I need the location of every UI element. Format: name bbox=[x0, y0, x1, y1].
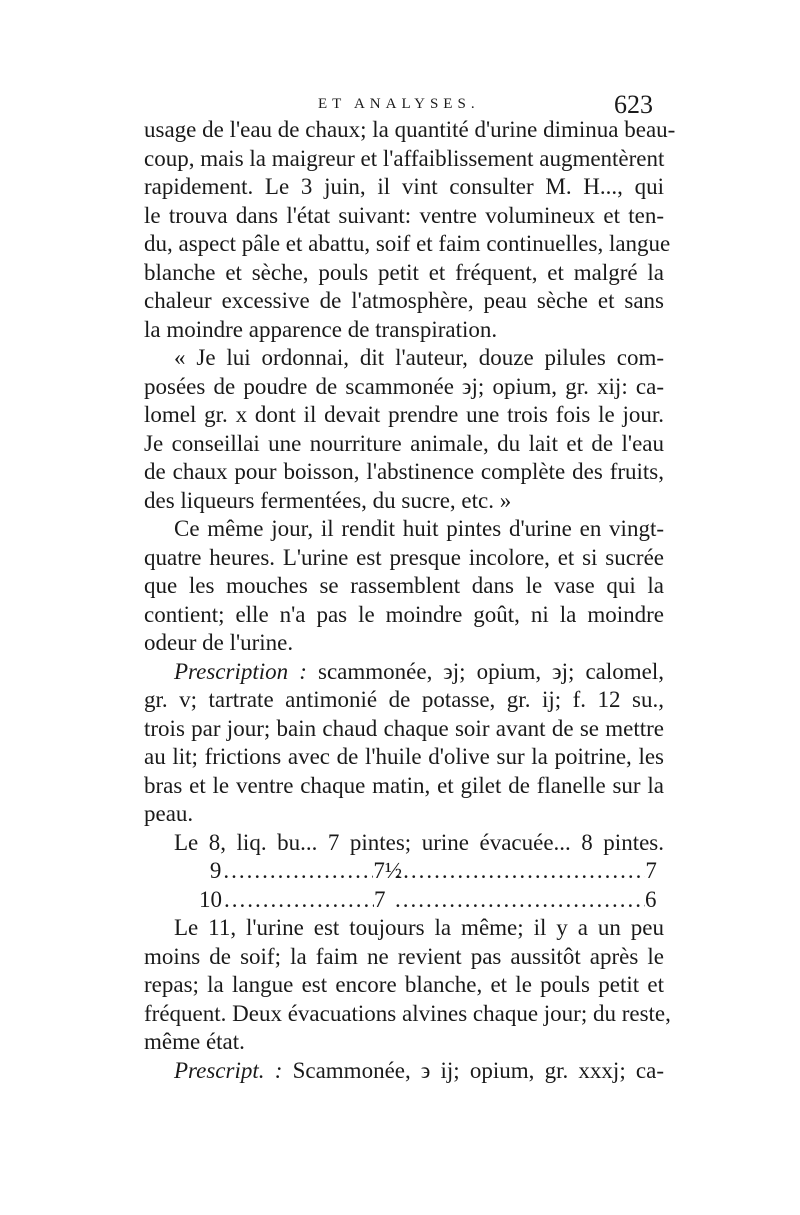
prescription-label: Prescript. : bbox=[174, 1057, 283, 1083]
prescription-line bbox=[144, 1057, 664, 1086]
text-line: même état. bbox=[144, 1029, 245, 1054]
prescription-line bbox=[144, 658, 664, 687]
prescription-text: scammonée, ϶j; opium, ϶j; calomel, bbox=[306, 658, 664, 684]
page-number: 623 bbox=[614, 90, 653, 119]
text-line: quatre heures. L'urine est presque incolore, et si sucrée bbox=[144, 544, 664, 570]
quote-line: Je conseillai une nourriture animale, du lait et de l'eau bbox=[144, 430, 664, 456]
urine-table-row bbox=[144, 886, 664, 915]
prescription-line: trois par jour; bain chaud chaque soir avant de se mettre bbox=[144, 715, 664, 741]
table-drunk: 7½ bbox=[373, 858, 403, 883]
text-line: la moindre apparence de transpiration. bbox=[144, 316, 498, 342]
text-line: moins de soif; la faim ne revient pas aussitôt après le bbox=[144, 943, 664, 969]
prescription-line: au lit; frictions avec de l'huile d'olive sur la poitrine, les bbox=[144, 744, 664, 769]
text-line: Le 11, l'urine est toujours la même; il y a un peu bbox=[174, 915, 664, 940]
dot-leader bbox=[224, 886, 374, 915]
prescription-text: Scammonée, ϶ ij; opium, gr. xxxj; ca- bbox=[282, 1057, 665, 1083]
text-line: repas; la langue est encore blanche, et le pouls petit et bbox=[144, 972, 664, 997]
text-line: usage de l'eau de chaux; la quantité d'urine diminua beau- bbox=[144, 117, 676, 142]
text-line: contient; elle n'a pas le moindre goût, ni la moindre bbox=[144, 601, 664, 627]
quote-line: des liqueurs fermentées, du sucre, etc. » bbox=[144, 487, 512, 513]
table-day: 10 bbox=[199, 886, 223, 912]
text-line: du, aspect pâle et abattu, soif et faim continuelles, langue bbox=[144, 231, 671, 256]
text-line: Ce même jour, il rendit huit pintes d'urine en vingt- bbox=[174, 516, 664, 541]
dot-leader bbox=[223, 857, 373, 886]
prescription-line: bras et le ventre chaque matin, et gilet de flanelle sur la bbox=[144, 772, 664, 798]
text-line: chaleur excessive de l'atmosphère, peau sèche et sans bbox=[144, 288, 664, 313]
text-line: coup, mais la maigreur et l'affaiblissement augmentèrent bbox=[144, 145, 665, 171]
text-line: fréquent. Deux évacuations alvines chaque jour; du reste, bbox=[144, 1000, 671, 1026]
text-line: le trouva dans l'état suivant: ventre volumineux et ten- bbox=[144, 202, 664, 228]
table-day: 9 bbox=[209, 858, 222, 883]
urine-table-header: Le 8, liq. bu... 7 pintes; urine évacuée... 8 pintes. bbox=[174, 829, 664, 855]
table-drunk: 7 bbox=[374, 886, 386, 912]
quote-line: de chaux pour boisson, l'abstinence complète des fruits, bbox=[144, 459, 664, 484]
quote-line: lomel gr. x dont il devait prendre une trois fois le jour. bbox=[144, 402, 664, 427]
table-voided: 7 bbox=[645, 858, 657, 883]
table-voided: 6 bbox=[644, 886, 657, 912]
text-line: que les mouches se rassemblent dans le vase qui la bbox=[144, 573, 664, 598]
prescription-line: gr. v; tartrate antimonié de potasse, gr. ij; f. 12 su., bbox=[144, 687, 664, 712]
urine-table-row bbox=[144, 857, 664, 886]
dot-leader bbox=[395, 886, 645, 915]
quote-line: « Je lui ordonnai, dit l'auteur, douze pilules com- bbox=[174, 345, 664, 370]
text-line: blanche et sèche, pouls petit et fréquent, et malgré la bbox=[144, 259, 664, 285]
prescription-line: peau. bbox=[144, 801, 194, 826]
text-line: rapidement. Le 3 juin, il vint consulter M. H..., qui bbox=[144, 174, 664, 199]
dot-leader bbox=[395, 857, 645, 886]
body-text bbox=[144, 116, 676, 1085]
text-line: odeur de l'urine. bbox=[144, 630, 294, 655]
prescription-label: Prescription : bbox=[174, 658, 307, 684]
quote-line: posées de poudre de scammonée ϶j; opium, gr. xij: ca- bbox=[144, 373, 664, 399]
running-title: ET ANALYSES. bbox=[318, 96, 480, 112]
